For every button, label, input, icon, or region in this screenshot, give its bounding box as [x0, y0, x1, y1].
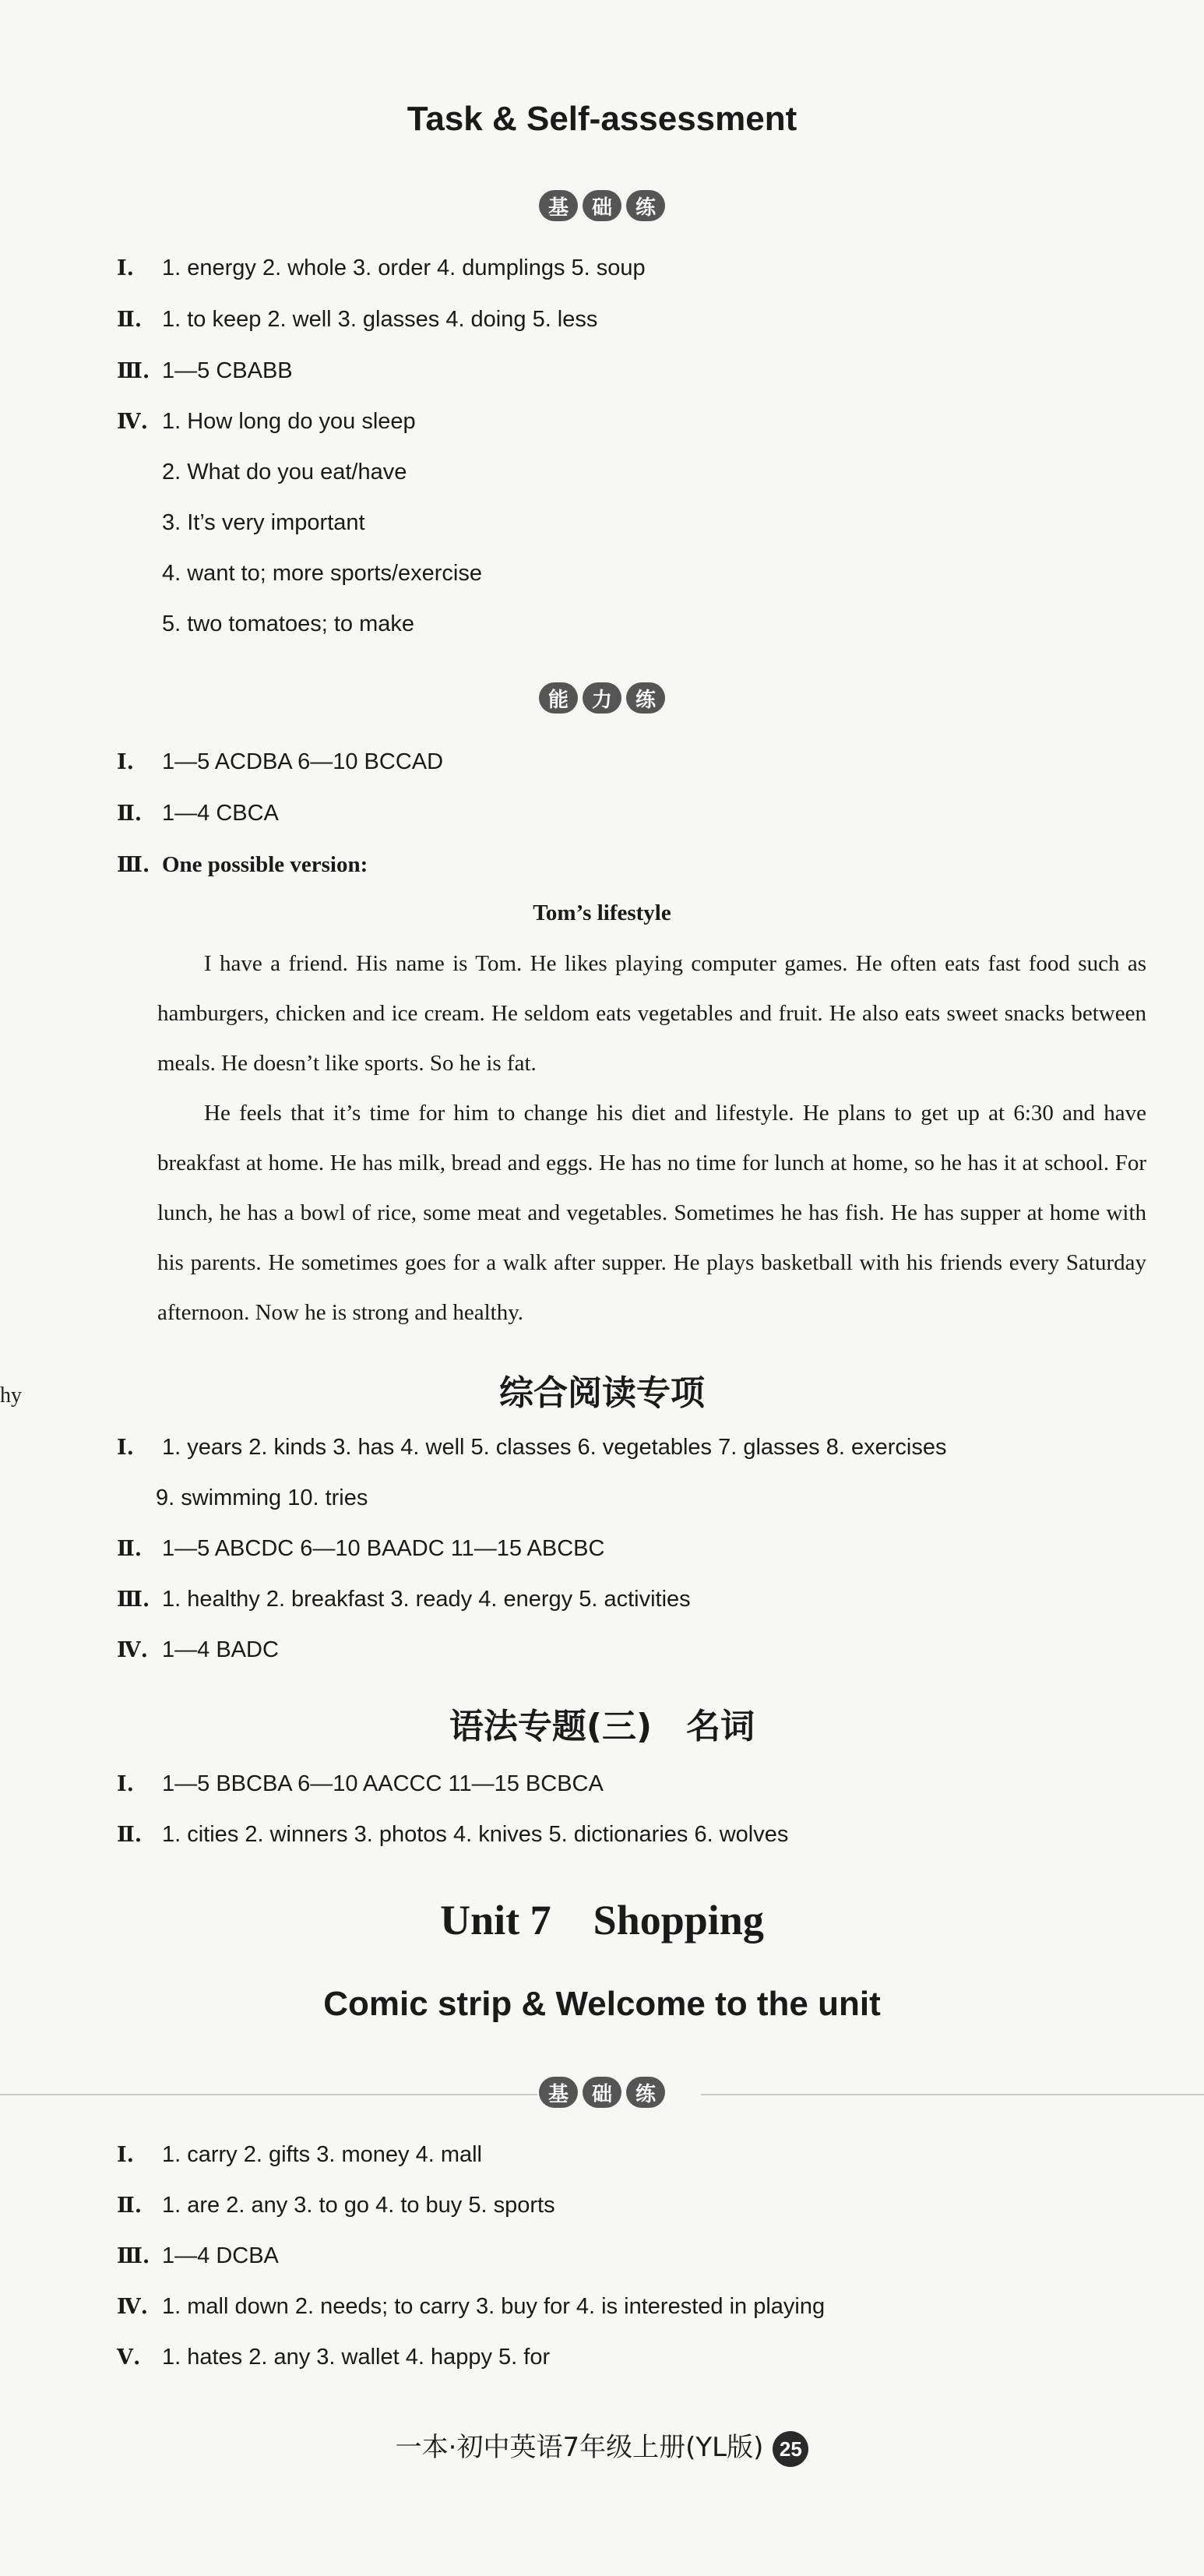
unit-title: Unit 7 Shopping	[440, 1897, 764, 1943]
badge-char: 练	[626, 190, 665, 221]
answer-line: 4. want to; more sports/exercise	[162, 561, 482, 586]
essay-paragraph: I have a friend. His name is Tom. He likes playing computer games. He often eats fast food such as hamburgers, chicken and ice cream. He seldom eats vegetables and fruit. He also eats sweet snacks between meals. He doesn’t like sports. So he is fat.	[157, 951, 1146, 1076]
answer-line: Ⅳ. 1. How long do you sleep	[117, 409, 416, 434]
badge-char: 础	[583, 190, 621, 221]
answer-line: Ⅱ. 1. cities 2. winners 3. photos 4. knives 5. dictionaries 6. wolves	[117, 1822, 789, 1847]
answer-line: Ⅲ. One possible version:	[117, 852, 368, 877]
badge-char: 础	[583, 2077, 621, 2108]
answer-line: Ⅰ. 1. energy 2. whole 3. order 4. dumplings 5. soup	[117, 255, 646, 280]
badge-char: 练	[626, 2077, 665, 2108]
essay-paragraph: He feels that it’s time for him to change his diet and lifestyle. He plans to get up at 6:30 and have breakfast at home. He has milk, bread and eggs. He has no time for lunch at home, so he has it at school. For lunch, he has a bowl of rice, some meat and vegetables. Sometimes he has fish. He has supper at home with his parents. He sometimes goes for a walk after supper. He plays basketball with his friends every Saturday afternoon. Now he is strong and healthy.	[157, 1101, 1146, 1325]
answer-line: Ⅳ. 1. mall down 2. needs; to carry 3. buy for 4. is interested in playing	[117, 2294, 826, 2319]
answer-line: Ⅰ. 1—5 BBCBA 6—10 AACCC 11—15 BCBCA	[117, 1771, 604, 1796]
answer-line: 3. It’s very important	[162, 510, 365, 535]
section-title-comic: Comic strip & Welcome to the unit	[323, 1985, 881, 2023]
answer-line: 5. two tomatoes; to make	[162, 611, 414, 636]
section-title-task: Task & Self-assessment	[407, 100, 797, 138]
badge-char: 能	[539, 682, 578, 714]
badge-basic-2	[0, 2077, 1204, 2108]
answer-line: Ⅱ. 1. are 2. any 3. to go 4. to buy 5. sports	[117, 2193, 555, 2218]
badge-ability	[0, 682, 1204, 714]
badge-char: 基	[539, 190, 578, 221]
answer-line: Ⅱ. 1—5 ABCDC 6—10 BAADC 11—15 ABCBC	[117, 1536, 605, 1561]
answer-line: Ⅲ. 1. healthy 2. breakfast 3. ready 4. energy 5. activities	[117, 1587, 691, 1612]
answer-line: Ⅰ. 1. years 2. kinds 3. has 4. well 5. classes 6. vegetables 7. glasses 8. exercises	[117, 1435, 947, 1460]
answer-line: Ⅴ. 1. hates 2. any 3. wallet 4. happy 5. for	[117, 2345, 551, 2370]
answer-line: Ⅱ. 1—4 CBCA	[117, 801, 279, 826]
footer-text: 一本·初中英语7年级上册(YL版)	[395, 2432, 764, 2463]
answer-line: Ⅱ. 1. to keep 2. well 3. glasses 4. doing 5. less	[117, 307, 598, 332]
answer-line: 2. What do you eat/have	[162, 460, 407, 485]
badge-basic-1	[0, 190, 1204, 221]
answer-line: Ⅲ. 1—4 DCBA	[117, 2243, 279, 2268]
section-title-reading: 综合阅读专项	[499, 1373, 705, 1413]
answer-line: Ⅰ. 1—5 ACDBA 6—10 BCCAD	[117, 749, 444, 774]
answer-line: Ⅲ. 1—5 CBABB	[117, 358, 293, 383]
answer-line: 9. swimming 10. tries	[156, 1485, 368, 1510]
answer-line: Ⅳ. 1—4 BADC	[117, 1637, 279, 1662]
badge-char: 基	[539, 2077, 578, 2108]
page-footer	[0, 2426, 1204, 2467]
page-number: 25	[773, 2431, 808, 2467]
essay-body	[157, 939, 1146, 1337]
badge-char: 练	[626, 682, 665, 714]
cropped-edge-text: hy	[0, 1383, 22, 1408]
answer-line: Ⅰ. 1. carry 2. gifts 3. money 4. mall	[117, 2142, 482, 2167]
essay-title: Tom’s lifestyle	[533, 900, 671, 925]
badge-char: 力	[583, 682, 621, 714]
section-title-grammar: 语法专题(三) 名词	[449, 1707, 755, 1746]
